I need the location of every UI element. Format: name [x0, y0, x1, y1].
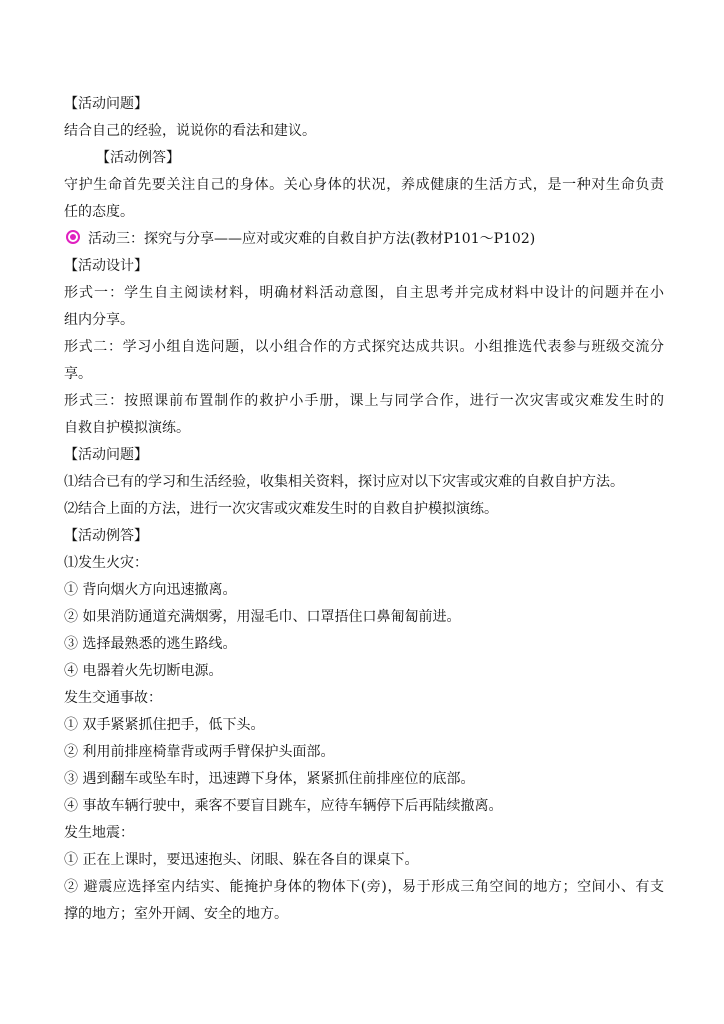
activity-question-text: 结合自己的经验，说说你的看法和建议。 — [64, 123, 316, 139]
section-heading-activity-design: 【活动设计】 — [64, 258, 148, 274]
list-item: ② 如果消防通道充满烟雾，用湿毛巾、口罩捂住口鼻匍匐前进。 — [64, 609, 461, 625]
fire-title: ⑴发生火灾： — [64, 555, 148, 571]
form-two-line-2: 享。 — [64, 366, 92, 382]
sample-answer-line-2: 任的态度。 — [64, 204, 134, 220]
form-one-line-1: 形式一：学生自主阅读材料，明确材料活动意图，自主思考并完成材料中设计的问题并在小 — [64, 285, 664, 301]
list-item: ② 避震应选择室内结实、能掩护身体的物体下(旁)，易于形成三角空间的地方；空间小、有支 — [64, 879, 664, 895]
form-one-line-2: 组内分享。 — [64, 312, 134, 328]
sample-answer-line-1: 守护生命首先要关注自己的身体。关心身体的状况，养成健康的生活方式，是一种对生命负责 — [64, 177, 664, 193]
section-heading-activity-question: 【活动问题】 — [64, 96, 148, 112]
target-bullet-icon — [66, 230, 80, 244]
earthquake-title: 发生地震： — [64, 825, 134, 841]
section-heading-sample-answer: 【活动例答】 — [96, 150, 180, 166]
section-heading-activity-question-2: 【活动问题】 — [64, 447, 148, 463]
traffic-title: 发生交通事故： — [64, 690, 162, 706]
form-three-line-2: 自救自护模拟演练。 — [64, 420, 190, 436]
activity-three-title-row — [66, 229, 666, 249]
question-two: ⑵结合上面的方法，进行一次灾害或灾难发生时的自救自护模拟演练。 — [64, 501, 498, 517]
list-item: ① 正在上课时，要迅速抱头、闭眼、躲在各自的课桌下。 — [64, 852, 419, 868]
list-item: ③ 选择最熟悉的逃生路线。 — [64, 636, 237, 652]
form-two-line-1: 形式二：学习小组自选问题，以小组合作的方式探究达成共识。小组推选代表参与班级交流分 — [64, 339, 664, 355]
section-heading-sample-answer-2: 【活动例答】 — [64, 528, 148, 544]
list-item-continued: 撑的地方；室外开阔、安全的地方。 — [64, 906, 288, 922]
form-three-line-1: 形式三：按照课前布置制作的救护小手册，课上与同学合作，进行一次灾害或灾难发生时的 — [64, 393, 664, 409]
list-item: ④ 事故车辆行驶中，乘客不要盲目跳车，应待车辆停下后再陆续撤离。 — [64, 798, 503, 814]
list-item: ③ 遇到翻车或坠车时，迅速蹲下身体，紧紧抓住前排座位的底部。 — [64, 771, 475, 787]
list-item: ② 利用前排座椅靠背或两手臂保护头面部。 — [64, 744, 335, 760]
list-item: ① 背向烟火方向迅速撤离。 — [64, 582, 237, 598]
activity-three-title: 活动三：探究与分享——应对或灾难的自救自护方法(教材P101～P102) — [88, 231, 536, 247]
list-item: ① 双手紧紧抓住把手，低下头。 — [64, 717, 265, 733]
list-item: ④ 电器着火先切断电源。 — [64, 663, 223, 679]
question-one: ⑴结合已有的学习和生活经验，收集相关资料，探讨应对以下灾害或灾难的自救自护方法。 — [64, 474, 624, 490]
